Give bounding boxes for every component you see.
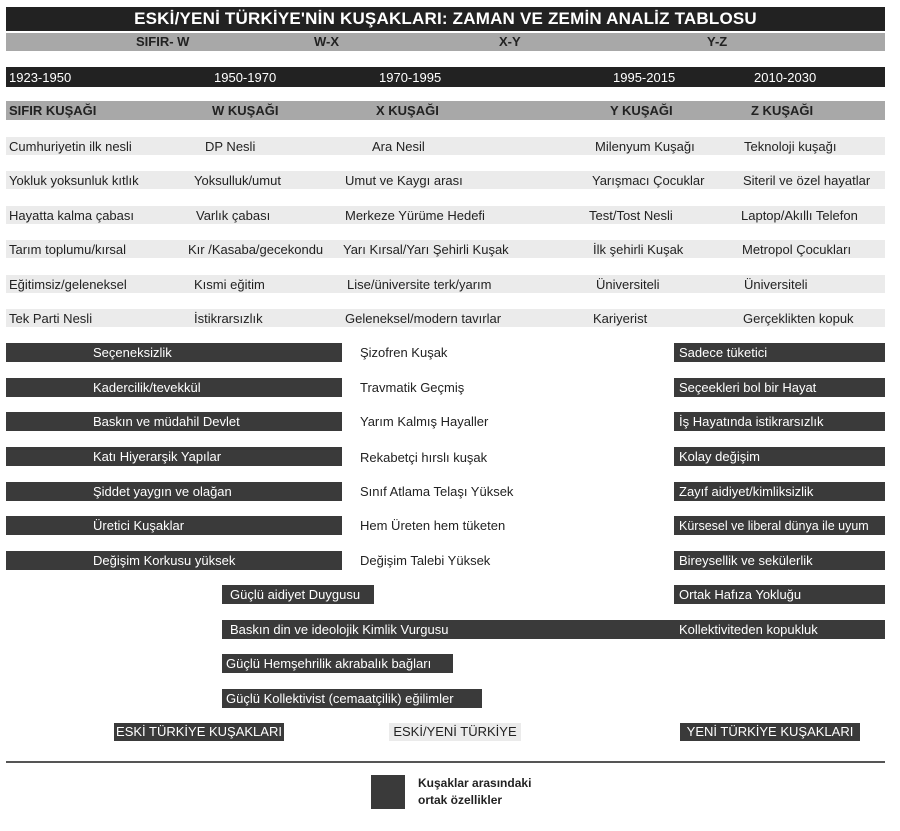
new-feature-bar: Bireysellik ve sekülerlik: [674, 551, 885, 570]
trait-cell: Kır /Kasaba/gecekondu: [188, 242, 324, 257]
old-feature-bar: Baskın ve müdahil Devlet: [6, 412, 342, 431]
trait-cell: Milenyum Kuşağı: [595, 139, 695, 154]
legend-line: Kuşaklar arasındaki: [418, 776, 532, 790]
middle-feature: Değişim Talebi Yüksek: [360, 553, 491, 568]
legend-text: [418, 775, 578, 809]
middle-feature: Şizofren Kuşak: [360, 345, 448, 360]
old-feature-bar: Değişim Korkusu yüksek: [6, 551, 342, 570]
old-feature-bar: Kadercilik/tevekkül: [6, 378, 342, 397]
transition-turkey-label: ESKİ/YENİ TÜRKİYE: [389, 723, 521, 741]
old-feature-bar: Katı Hiyerarşik Yapılar: [6, 447, 342, 466]
trait-cell: Yarı Kırsal/Yarı Şehirli Kuşak: [343, 242, 509, 257]
year-range: 1950-1970: [214, 70, 277, 85]
trait-cell: İstikrarsızlık: [194, 311, 263, 326]
trait-cell: Test/Tost Nesli: [589, 208, 673, 223]
year-range: 1970-1995: [379, 70, 442, 85]
new-feature-bar: Kolay değişim: [674, 447, 885, 466]
middle-feature: Travmatik Geçmiş: [360, 380, 465, 395]
trait-cell: Lise/üniversite terk/yarım: [347, 277, 492, 292]
trait-cell: Tarım toplumu/kırsal: [9, 242, 127, 257]
trait-cell: Merkeze Yürüme Hedefi: [345, 208, 485, 223]
old-feature-bar: Şiddet yaygın ve olağan: [6, 482, 342, 501]
legend-line: ortak özellikler: [418, 793, 503, 807]
trait-cell: Eğitimsiz/geleneksel: [9, 277, 127, 292]
middle-feature: Hem Üreten hem tüketen: [360, 518, 506, 533]
middle-feature: Sınıf Atlama Telaşı Yüksek: [360, 484, 514, 499]
trait-cell: Cumhuriyetin ilk nesli: [9, 139, 132, 154]
generation-name: X KUŞAĞI: [376, 103, 439, 118]
new-feature-bar: Kürsesel ve liberal dünya ile uyum: [674, 516, 885, 535]
trait-cell: DP Nesli: [205, 139, 256, 154]
generation-name: SIFIR KUŞAĞI: [9, 103, 97, 118]
old-turkey-label: ESKİ TÜRKİYE KUŞAKLARI: [114, 723, 284, 741]
shared-feature-bar: Güçlü Hemşehrilik akrabalık bağları: [222, 654, 453, 673]
year-range: 2010-2030: [754, 70, 817, 85]
new-turkey-label: YENİ TÜRKİYE KUŞAKLARI: [680, 723, 860, 741]
trait-cell: Kariyerist: [593, 311, 648, 326]
shared-feature-bar: Güçlü Kollektivist (cemaatçilik) eğilimler: [222, 689, 482, 708]
trait-cell: Yarışmacı Çocuklar: [592, 173, 705, 188]
trait-cell: Ara Nesil: [372, 139, 425, 154]
old-feature-bar: Üretici Kuşaklar: [6, 516, 342, 535]
legend-swatch: [371, 775, 405, 809]
trait-cell: Metropol Çocukları: [742, 242, 852, 257]
transition-label: Y-Z: [707, 34, 728, 49]
generation-name: Z KUŞAĞI: [751, 103, 814, 118]
trait-cell: İlk şehirli Kuşak: [593, 242, 684, 257]
trait-cell: Üniversiteli: [596, 277, 660, 292]
transition-label: SIFIR- W: [136, 34, 190, 49]
old-feature-bar: Seçeneksizlik: [6, 343, 342, 362]
new-feature-bar: Sadece tüketici: [674, 343, 885, 362]
page-title: ESKİ/YENİ TÜRKİYE'NİN KUŞAKLARI: ZAMAN VE ZEMİN ANALİZ TABLOSU: [6, 7, 885, 31]
trait-cell: Laptop/Akıllı Telefon: [741, 208, 858, 223]
trait-cell: Kısmi eğitim: [194, 277, 265, 292]
new-feature-bar: Zayıf aidiyet/kimliksizlik: [674, 482, 885, 501]
generation-name: W KUŞAĞI: [212, 103, 279, 118]
trait-cell: Varlık çabası: [196, 208, 271, 223]
middle-feature: Yarım Kalmış Hayaller: [360, 414, 489, 429]
trait-cell: Umut ve Kaygı arası: [345, 173, 463, 188]
trait-cell: Teknoloji kuşağı: [744, 139, 837, 154]
transition-label: X-Y: [499, 34, 521, 49]
divider: [6, 761, 885, 763]
year-range: 1995-2015: [613, 70, 676, 85]
new-feature-bar: Ortak Hafıza Yokluğu: [674, 585, 885, 604]
trait-cell: Tek Parti Nesli: [9, 311, 93, 326]
year-range: 1923-1950: [9, 70, 72, 85]
trait-cell: Geleneksel/modern tavırlar: [345, 311, 502, 326]
shared-feature-bar: Güçlü aidiyet Duygusu: [222, 585, 374, 604]
new-feature-bar: Seçeekleri bol bir Hayat: [674, 378, 885, 397]
trait-cell: Siteril ve özel hayatlar: [743, 173, 871, 188]
new-feature-bar: İş Hayatında istikrarsızlık: [674, 412, 885, 431]
trait-cell: Üniversiteli: [744, 277, 808, 292]
trait-cell: Gerçeklikten kopuk: [743, 311, 854, 326]
transition-label: W-X: [314, 34, 340, 49]
shared-feature-bar: Baskın din ve ideolojik Kimlik Vurgusu: [222, 620, 675, 639]
trait-cell: Yokluk yoksunluk kıtlık: [9, 173, 139, 188]
trait-cell: Yoksulluk/umut: [194, 173, 281, 188]
generation-name: Y KUŞAĞI: [610, 103, 673, 118]
new-feature-bar: Kollektiviteden kopukluk: [674, 620, 885, 639]
middle-feature: Rekabetçi hırslı kuşak: [360, 450, 488, 465]
trait-cell: Hayatta kalma çabası: [9, 208, 135, 223]
